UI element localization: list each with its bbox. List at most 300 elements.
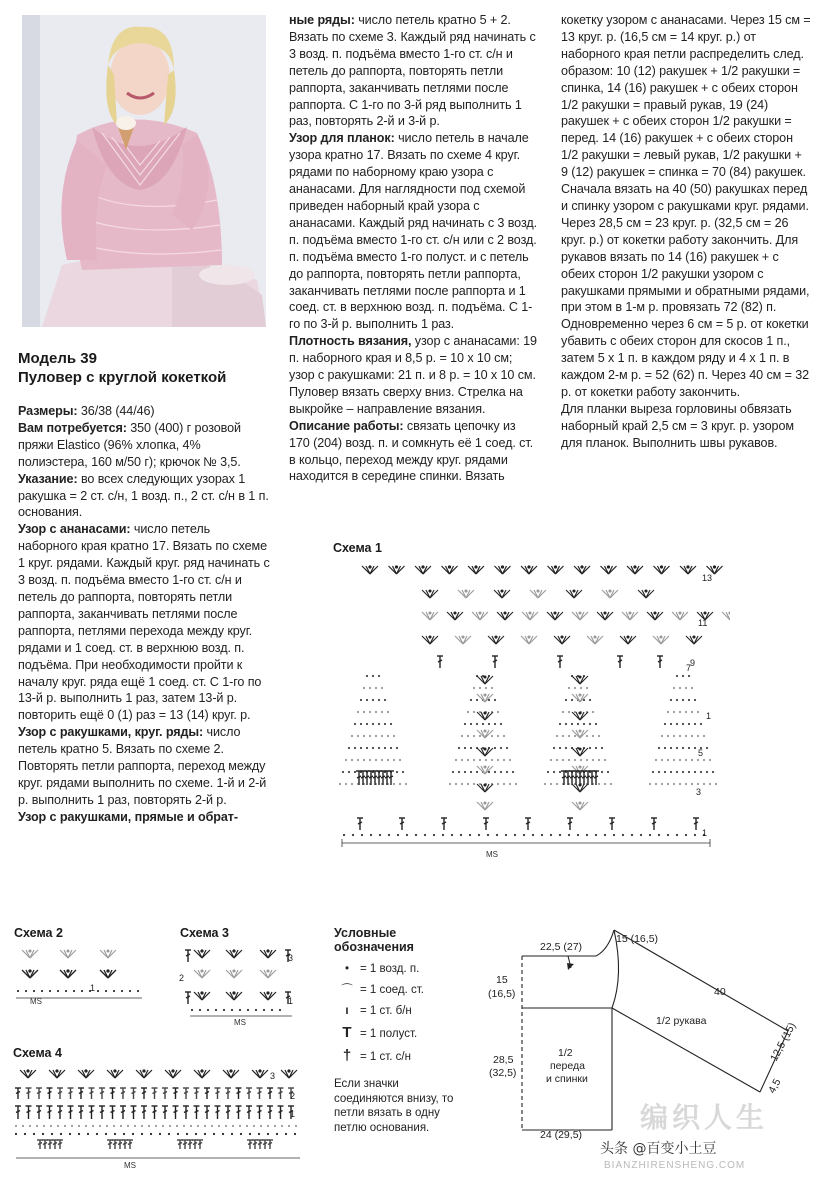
chain-dot bbox=[700, 723, 702, 725]
shell-symbol bbox=[620, 636, 636, 644]
chain-dot bbox=[473, 735, 475, 737]
sizes-para bbox=[18, 403, 270, 420]
stitch-symbol bbox=[47, 1088, 53, 1099]
chain-dot bbox=[267, 1125, 269, 1127]
chain-dot bbox=[664, 747, 666, 749]
chain-dot bbox=[239, 1125, 241, 1127]
stitch-symbol bbox=[37, 1140, 43, 1149]
chain-dot bbox=[697, 783, 699, 785]
stitch-symbol bbox=[651, 818, 657, 830]
stitch-symbol bbox=[99, 1088, 105, 1099]
shell-symbol bbox=[60, 970, 76, 978]
stitch-symbol bbox=[557, 656, 563, 668]
chain-dot bbox=[253, 1125, 255, 1127]
chain-dot bbox=[360, 747, 362, 749]
shell2-cont-para bbox=[289, 12, 539, 130]
chain-dot bbox=[685, 783, 687, 785]
scheme-3-label: Схема 3 bbox=[180, 926, 229, 940]
chain-dot bbox=[485, 687, 487, 689]
chain-dot bbox=[688, 675, 690, 677]
chain-dot bbox=[396, 747, 398, 749]
chain-dot bbox=[658, 771, 660, 773]
chain-dot bbox=[631, 834, 633, 836]
chain-dot bbox=[676, 771, 678, 773]
chain-dot bbox=[661, 759, 663, 761]
shell-label: Узор с ракушками, круг. ряды: bbox=[18, 725, 204, 740]
chain-dot bbox=[263, 1009, 265, 1011]
shell-symbol bbox=[422, 636, 438, 644]
chain-dot bbox=[57, 990, 59, 992]
chain-dot bbox=[715, 783, 717, 785]
chain-dot bbox=[470, 723, 472, 725]
chain-dot bbox=[550, 783, 552, 785]
stitch-symbol bbox=[657, 656, 663, 668]
half-double-symbol-icon: T bbox=[342, 1024, 352, 1041]
chain-dot bbox=[387, 711, 389, 713]
stitch-symbol bbox=[177, 1140, 183, 1149]
shell-symbol bbox=[194, 992, 210, 1000]
chain-dot bbox=[342, 771, 344, 773]
shell-symbol bbox=[281, 1070, 297, 1078]
chain-dot bbox=[688, 699, 690, 701]
chain-dot bbox=[150, 1133, 152, 1135]
chain-dot bbox=[190, 1125, 192, 1127]
chain-dot bbox=[186, 1133, 188, 1135]
need-label: Вам потребуется: bbox=[18, 420, 127, 435]
chain-dot bbox=[339, 783, 341, 785]
chain-dot bbox=[604, 834, 606, 836]
chain-dot bbox=[378, 747, 380, 749]
chain-dot bbox=[351, 759, 353, 761]
chain-dot bbox=[562, 759, 564, 761]
chain-dot bbox=[169, 1125, 171, 1127]
chain-dot bbox=[213, 1133, 215, 1135]
chain-dot bbox=[424, 834, 426, 836]
chain-dot bbox=[676, 699, 678, 701]
stitch-symbol bbox=[187, 1140, 193, 1149]
chain-dot bbox=[467, 711, 469, 713]
shell-symbol bbox=[477, 784, 493, 792]
shell-symbol bbox=[477, 694, 493, 702]
chain-dot bbox=[580, 687, 582, 689]
chain-dot bbox=[132, 1133, 134, 1135]
chain-dot bbox=[598, 783, 600, 785]
chain-dot bbox=[589, 723, 591, 725]
chain-dot bbox=[127, 1125, 129, 1127]
legend-title-2: обозначения bbox=[334, 940, 414, 954]
dim-cuff: 12,5 (15) bbox=[768, 1020, 799, 1064]
stitch-symbol bbox=[399, 818, 405, 830]
chain-dot bbox=[279, 1009, 281, 1011]
chain-dot bbox=[64, 1125, 66, 1127]
chain-dot bbox=[586, 687, 588, 689]
stitch-symbol bbox=[278, 1106, 284, 1119]
shell-symbol bbox=[522, 612, 538, 620]
chain-dot bbox=[559, 723, 561, 725]
chain-dot bbox=[655, 783, 657, 785]
chain-dot bbox=[544, 783, 546, 785]
sizes-value: 36/38 (44/46) bbox=[77, 404, 155, 418]
chain-dot bbox=[470, 771, 472, 773]
chain-dot bbox=[33, 990, 35, 992]
chain-dot bbox=[390, 723, 392, 725]
chain-dot bbox=[29, 1125, 31, 1127]
shell-symbol bbox=[497, 612, 513, 620]
chain-dot bbox=[562, 711, 564, 713]
chain-dot bbox=[285, 1133, 287, 1135]
shell-symbol bbox=[495, 566, 511, 574]
chain-dot bbox=[679, 783, 681, 785]
chain-dot bbox=[568, 834, 570, 836]
dim-body-h: 28,5 bbox=[493, 1054, 514, 1066]
stitch-symbol bbox=[120, 1088, 126, 1099]
chain-dot bbox=[559, 771, 561, 773]
stitch-symbol bbox=[246, 1088, 252, 1099]
chain-dot bbox=[673, 735, 675, 737]
legend-item-slip-label: = 1 соед. ст. bbox=[360, 984, 424, 996]
chain-dot bbox=[369, 711, 371, 713]
model-title bbox=[18, 349, 226, 387]
chain-dot bbox=[562, 735, 564, 737]
chain-dot bbox=[479, 759, 481, 761]
stitch-symbol bbox=[152, 1106, 158, 1119]
model-number: Модель 39 bbox=[18, 350, 97, 367]
chain-dot bbox=[694, 723, 696, 725]
stitch-symbol bbox=[617, 656, 623, 668]
direction-para: Пуловер вязать сверху вниз. Стрелка на выкройке – направление вязания. bbox=[289, 384, 523, 416]
chain-dot bbox=[458, 771, 460, 773]
chain-dot bbox=[137, 990, 139, 992]
dim-shoulder: 15 (16,5) bbox=[616, 933, 659, 945]
chain-dot bbox=[497, 735, 499, 737]
shell-symbol bbox=[686, 636, 702, 644]
chain-dot bbox=[225, 1125, 227, 1127]
stitch-symbol bbox=[525, 818, 531, 830]
stitch-symbol bbox=[183, 1088, 189, 1099]
stitch-symbol bbox=[99, 1106, 105, 1119]
chain-dot bbox=[515, 783, 517, 785]
chain-dot bbox=[162, 1125, 164, 1127]
chain-dot bbox=[352, 834, 354, 836]
scheme-2-label: Схема 2 bbox=[14, 926, 63, 940]
chain-dot bbox=[682, 675, 684, 677]
shell-symbol bbox=[165, 1070, 181, 1078]
chain-dot bbox=[467, 783, 469, 785]
stitch-symbol bbox=[89, 1088, 95, 1099]
chain-dot bbox=[661, 735, 663, 737]
chain-dot bbox=[598, 759, 600, 761]
chain-dot bbox=[694, 747, 696, 749]
chain-dot bbox=[568, 711, 570, 713]
s2-row-1: 1 bbox=[90, 983, 96, 993]
stitch-symbol bbox=[52, 1140, 58, 1149]
shell-symbol bbox=[521, 566, 537, 574]
watermark-site: BIANZHIRENSHENG.COM bbox=[604, 1160, 746, 1171]
pine-label: Узор с ананасами: bbox=[18, 522, 131, 537]
chain-dot bbox=[99, 1125, 101, 1127]
chain-dot bbox=[379, 834, 381, 836]
chain-dot bbox=[595, 834, 597, 836]
chain-dot bbox=[455, 783, 457, 785]
stitch-symbol bbox=[141, 1106, 147, 1119]
chain-dot bbox=[43, 1125, 45, 1127]
scheme-4-ms: MS bbox=[124, 1161, 136, 1170]
chain-dot bbox=[405, 783, 407, 785]
chain-dot bbox=[183, 1125, 185, 1127]
stitch-symbol bbox=[173, 1088, 179, 1099]
chain-dot bbox=[494, 699, 496, 701]
chain-dot bbox=[372, 747, 374, 749]
chain-dot bbox=[69, 1133, 71, 1135]
shell-symbol bbox=[601, 566, 617, 574]
shell-symbol bbox=[574, 566, 590, 574]
shell-symbol bbox=[260, 970, 276, 978]
chain-dot bbox=[384, 723, 386, 725]
pine-value: число петель наборного края кратно 17. Вязать по схеме 1 круг. рядами. Каждый круг. ряд начинать с 3 возд. п. подъёма вместо 1-го ст. с/н и петель до раппорта, повторять петли раппорта, заканчивать петлями после раппорта, петлями перехода между круг. рядами и 1 соед. ст. в верхнюю возд. п. подъёма. При необходимости пройти к началу круг. ряда ещё 1 соед. ст. С 1-го по 13-й р. выполнить 1 раз, затем 13-й р. повторить ещё 0 (1) раз = 13 (14) круг. р. bbox=[18, 522, 270, 723]
chain-dot bbox=[509, 759, 511, 761]
chain-dot bbox=[667, 711, 669, 713]
legend-item-dc bbox=[334, 1049, 474, 1071]
chain-dot bbox=[294, 1133, 296, 1135]
chain-dot bbox=[691, 687, 693, 689]
legend-title bbox=[334, 926, 414, 954]
chain-dot bbox=[369, 735, 371, 737]
chain-dot bbox=[497, 783, 499, 785]
chain-dot bbox=[464, 723, 466, 725]
chain-dot bbox=[141, 1125, 143, 1127]
chain-dot bbox=[148, 1125, 150, 1127]
chain-dot bbox=[155, 1125, 157, 1127]
stitch-symbol bbox=[194, 1106, 200, 1119]
body-label-2: переда bbox=[550, 1060, 585, 1072]
chain-dot bbox=[369, 759, 371, 761]
chain-dot bbox=[199, 1009, 201, 1011]
shell-symbol bbox=[458, 590, 474, 598]
column-2-text bbox=[289, 12, 539, 485]
chain-dot bbox=[134, 1125, 136, 1127]
chain-dot bbox=[22, 1125, 24, 1127]
stitch-symbol bbox=[183, 1106, 189, 1119]
dim-body-h2: (32,5) bbox=[489, 1067, 517, 1079]
chain-dot bbox=[60, 1133, 62, 1135]
chain-dot bbox=[369, 687, 371, 689]
legend-item-dc-label: = 1 ст. с/н bbox=[360, 1051, 411, 1063]
chain-dot bbox=[712, 771, 714, 773]
chain-dot bbox=[246, 1125, 248, 1127]
stitch-symbol bbox=[247, 1140, 253, 1149]
shell-symbol bbox=[602, 590, 618, 598]
chain-dot bbox=[601, 771, 603, 773]
chain-dot bbox=[375, 759, 377, 761]
stitch-symbol bbox=[78, 1088, 84, 1099]
legend-item-hdc bbox=[334, 1026, 474, 1049]
shell-symbol bbox=[638, 590, 654, 598]
chain-dot bbox=[473, 711, 475, 713]
chain-dot bbox=[673, 783, 675, 785]
legend-list bbox=[334, 963, 474, 1071]
band-label: Узор для планок: bbox=[289, 131, 395, 146]
s1-row-1: 1 bbox=[702, 828, 708, 838]
chain-dot bbox=[366, 675, 368, 677]
chain-dot bbox=[406, 834, 408, 836]
chain-dot bbox=[204, 1125, 206, 1127]
stitch-symbol bbox=[567, 818, 573, 830]
chain-dot bbox=[506, 747, 508, 749]
shell2-label: Узор с ракушками, прямые и обрат- bbox=[18, 809, 238, 824]
chain-dot bbox=[240, 1133, 242, 1135]
scheme-1-diagram bbox=[330, 556, 730, 862]
chain-dot bbox=[260, 1125, 262, 1127]
shell-symbol bbox=[572, 694, 588, 702]
chain-dot bbox=[33, 1133, 35, 1135]
s1-row-7: 7 bbox=[686, 663, 692, 673]
chain-dot bbox=[255, 1009, 257, 1011]
chain-dot bbox=[464, 771, 466, 773]
stitch-symbol bbox=[26, 1106, 32, 1119]
stitch-symbol bbox=[609, 818, 615, 830]
chain-dot bbox=[574, 759, 576, 761]
chain-dot bbox=[461, 759, 463, 761]
legend-item-sc-label: = 1 ст. б/н bbox=[360, 1005, 412, 1017]
shell2-cont-value: число петель кратно 5 + 2. Вязать по схеме 3. Каждый ряд начинать с 3 возд. п. подъёма вместо 1-го ст. с/н и петель до раппорта, повторять петли раппорта, заканчивать петлями после раппорта. С 1-го по 3-й ряд выполнить 1 раз, повторять 2-й и 3-й р. bbox=[289, 13, 536, 129]
stitch-symbol bbox=[192, 1140, 198, 1149]
chain-dot bbox=[577, 723, 579, 725]
watermark bbox=[600, 1096, 822, 1171]
chain-dot bbox=[92, 1125, 94, 1127]
legend-item-chain bbox=[334, 963, 474, 984]
stitch-symbol bbox=[117, 1140, 123, 1149]
chain-dot bbox=[574, 735, 576, 737]
shell-symbol bbox=[22, 950, 38, 958]
note-para bbox=[18, 471, 270, 522]
chain-dot bbox=[276, 1133, 278, 1135]
chain-dot bbox=[207, 1009, 209, 1011]
chain-dot bbox=[387, 759, 389, 761]
dim-yoke-h: 15 bbox=[496, 974, 508, 986]
gauge-label: Плотность вязания, bbox=[289, 334, 412, 349]
watermark-brand: 编织人生 bbox=[640, 1101, 769, 1134]
stitch-symbol bbox=[236, 1106, 242, 1119]
pine-para bbox=[18, 521, 270, 724]
s4-row-1: 1 bbox=[290, 1109, 296, 1119]
stitch-symbol bbox=[122, 1140, 128, 1149]
chain-dot bbox=[679, 759, 681, 761]
chain-dot bbox=[15, 1133, 17, 1135]
stitch-symbol bbox=[236, 1088, 242, 1099]
chain-dot bbox=[658, 747, 660, 749]
shell-symbol bbox=[422, 612, 438, 620]
chain-dot bbox=[372, 675, 374, 677]
stitch-symbol bbox=[441, 818, 447, 830]
shell-symbol bbox=[194, 1070, 210, 1078]
shell-symbol bbox=[362, 566, 378, 574]
stitch-symbol bbox=[36, 1106, 42, 1119]
chain-dot bbox=[703, 759, 705, 761]
chain-dot bbox=[357, 735, 359, 737]
shell-symbol bbox=[389, 566, 405, 574]
chain-dot bbox=[231, 1133, 233, 1135]
chain-dot bbox=[586, 834, 588, 836]
chain-dot bbox=[41, 990, 43, 992]
scheme-1-label: Схема 1 bbox=[333, 541, 382, 555]
chain-dot bbox=[402, 771, 404, 773]
dim-sleeve-len: 40 bbox=[714, 986, 726, 998]
chain-dot bbox=[532, 834, 534, 836]
chain-dot bbox=[640, 834, 642, 836]
chain-dot bbox=[568, 735, 570, 737]
stitch-symbol bbox=[257, 1088, 263, 1099]
legend-item-chain-label: = 1 возд. п. bbox=[360, 963, 420, 975]
chain-dot bbox=[17, 990, 19, 992]
chain-dot bbox=[550, 834, 552, 836]
chain-dot bbox=[673, 687, 675, 689]
shell-symbol bbox=[226, 970, 242, 978]
shell-symbol bbox=[680, 566, 696, 574]
chain-dot bbox=[673, 759, 675, 761]
stitch-symbol bbox=[107, 1140, 113, 1149]
chain-dot bbox=[547, 771, 549, 773]
scheme-1-ms: MS bbox=[486, 850, 498, 859]
chain-dot bbox=[381, 735, 383, 737]
chain-dot bbox=[393, 783, 395, 785]
chain-dot bbox=[592, 735, 594, 737]
shell-symbol bbox=[194, 970, 210, 978]
model-photo bbox=[22, 15, 266, 327]
stitch-symbol bbox=[162, 1106, 168, 1119]
stitch-symbol bbox=[257, 1106, 263, 1119]
chain-dot bbox=[556, 783, 558, 785]
shell2-cont-label: ные ряды: bbox=[289, 13, 355, 27]
chain-dot bbox=[469, 834, 471, 836]
s4-row-2: 2 bbox=[290, 1091, 296, 1101]
shell-symbol bbox=[488, 636, 504, 644]
chain-dot bbox=[700, 771, 702, 773]
chain-dot bbox=[393, 759, 395, 761]
chain-dot bbox=[455, 759, 457, 761]
shell-symbol bbox=[554, 636, 570, 644]
chain-dot bbox=[433, 834, 435, 836]
chain-dot bbox=[706, 771, 708, 773]
chain-dot bbox=[159, 1133, 161, 1135]
chain-dot bbox=[703, 735, 705, 737]
chain-dot bbox=[476, 723, 478, 725]
chain-dot bbox=[559, 834, 561, 836]
legend-title-1: Условные bbox=[334, 926, 397, 940]
chain-dot bbox=[452, 771, 454, 773]
chain-dot bbox=[461, 783, 463, 785]
chain-dot bbox=[50, 1125, 52, 1127]
stitch-symbol bbox=[15, 1106, 21, 1119]
shell-symbol bbox=[494, 590, 510, 598]
chain-dot bbox=[565, 699, 567, 701]
shell-symbol bbox=[223, 1070, 239, 1078]
chain-dot bbox=[487, 834, 489, 836]
chain-dot bbox=[523, 834, 525, 836]
chain-dot bbox=[222, 1133, 224, 1135]
chain-dot bbox=[667, 735, 669, 737]
chain-dot bbox=[360, 723, 362, 725]
stitch-symbol bbox=[267, 1088, 273, 1099]
chain-dot bbox=[42, 1133, 44, 1135]
stitch-symbol bbox=[120, 1106, 126, 1119]
chain-dot bbox=[709, 759, 711, 761]
chain-dot bbox=[393, 735, 395, 737]
chain-dot bbox=[354, 723, 356, 725]
chain-dot bbox=[661, 783, 663, 785]
chain-dot bbox=[354, 771, 356, 773]
shell-symbol bbox=[49, 1070, 65, 1078]
chain-dot bbox=[500, 723, 502, 725]
